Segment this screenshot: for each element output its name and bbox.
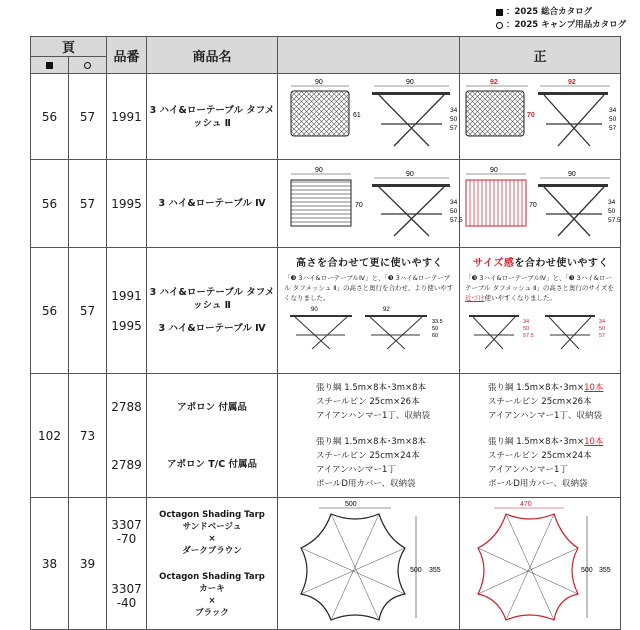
- page-circle: 57: [69, 248, 107, 374]
- correction-table: [30, 36, 621, 630]
- mesh-table-diagram: [279, 74, 459, 156]
- svg-text:34: 34: [449, 107, 457, 114]
- wrong-accessories: 張り綱 1.5m×8本･3m×8本 スチールピン 25cm×26本 アイアンハンマー1丁、収納袋 張り綱 1.5m×8本･3m×8本 スチールピン 25cm×24本 アイアンハンマー1丁 ポールD用カバー、収納袋: [278, 374, 460, 498]
- correct-diagram: [460, 74, 621, 160]
- svg-text:33.5: 33.5: [431, 319, 443, 325]
- slat-table-diagram: [279, 160, 463, 244]
- table-row: [31, 248, 621, 374]
- circle-icon: [84, 62, 91, 69]
- slat-table-diagram-correct: [460, 160, 620, 244]
- svg-text:500: 500: [581, 567, 593, 574]
- mesh-table-diagram-correct: [460, 74, 620, 156]
- page-square: 56: [31, 248, 69, 374]
- product-name: アポロン 付属品 アポロン T/C 付属品: [147, 374, 278, 498]
- svg-text:34: 34: [599, 319, 606, 325]
- pair-table-diagram: [285, 303, 455, 353]
- product-code: 1995: [107, 160, 147, 248]
- header-wrong: [278, 37, 460, 74]
- svg-text:34: 34: [523, 319, 530, 325]
- svg-text:50: 50: [449, 208, 457, 215]
- wrong-diagram: [278, 160, 463, 248]
- svg-text:92: 92: [490, 79, 498, 86]
- correct-tarp-diagram: [460, 498, 621, 630]
- svg-text:50: 50: [599, 326, 606, 332]
- table-row: [31, 374, 621, 498]
- svg-text:50: 50: [609, 116, 617, 123]
- svg-text:355: 355: [428, 567, 441, 574]
- svg-text:500: 500: [344, 501, 357, 508]
- dim-side-width: 90: [405, 79, 414, 86]
- svg-text:57.5: 57.5: [523, 333, 534, 339]
- svg-text:355: 355: [599, 567, 611, 574]
- pair-table-diagram-correct: [465, 303, 617, 353]
- page-circle: 57: [69, 74, 107, 160]
- circle-icon: [496, 22, 503, 29]
- square-icon: [46, 62, 53, 69]
- header-page: 頁: [31, 37, 107, 57]
- svg-text:92: 92: [568, 79, 576, 86]
- wrong-tarp-diagram: [278, 498, 460, 630]
- feature-headline: サイズ感を合わせ使いやすく: [473, 258, 609, 269]
- svg-text:500: 500: [409, 567, 422, 574]
- product-code: 3307 -70 3307 -40: [107, 498, 147, 630]
- svg-text:57: 57: [599, 333, 606, 339]
- table-row: [31, 74, 621, 160]
- svg-text:34: 34: [609, 107, 617, 114]
- header-correct: 正: [460, 37, 621, 74]
- legend: [496, 6, 626, 32]
- product-code: 1991 1995: [107, 248, 147, 374]
- product-name: 3 ハイ&ローテーブル タフメッシュ Ⅱ 3 ハイ&ローテーブル Ⅳ: [147, 248, 278, 374]
- feature-headline: 高さを合わせて更に使いやすく: [296, 258, 444, 269]
- dim-top-width: 90: [314, 79, 323, 86]
- svg-text:70: 70: [529, 202, 537, 209]
- svg-text:60: 60: [431, 333, 438, 339]
- svg-text:70: 70: [527, 112, 535, 119]
- product-code: 2788 2789: [107, 374, 147, 498]
- table-row: [31, 498, 621, 630]
- wrong-diagram: [278, 74, 460, 160]
- product-name: Octagon Shading Tarp サンドベージュ × ダークブラウン Octagon Shading Tarp カーキ × ブラック: [147, 498, 278, 630]
- correct-diagram: [460, 160, 621, 248]
- feature-body: 「❸ 3ハイ&ローテーブルⅣ」と、「❸ 3ハイ&ローテーブル タフメッシュ Ⅱ」の高さと奥行を合わせ、より使いやすくなりました。: [284, 274, 454, 302]
- svg-text:57.5: 57.5: [608, 217, 621, 224]
- svg-text:50: 50: [449, 116, 457, 123]
- header-name: 商品名: [147, 37, 278, 74]
- svg-text:50: 50: [523, 326, 530, 332]
- svg-text:50: 50: [431, 326, 438, 332]
- svg-text:92: 92: [382, 307, 390, 313]
- square-icon: [496, 9, 503, 16]
- product-code: 1991: [107, 74, 147, 160]
- header-circle: [69, 57, 107, 74]
- page-circle: 39: [69, 498, 107, 630]
- octagon-tarp-diagram-correct: [460, 498, 620, 626]
- page-square: 56: [31, 74, 69, 160]
- page-square: 38: [31, 498, 69, 630]
- svg-text:90: 90: [310, 307, 318, 313]
- header-code: 品番: [107, 37, 147, 74]
- svg-text:470: 470: [520, 501, 532, 508]
- correct-feature: [460, 248, 621, 374]
- page-square: 56: [31, 160, 69, 248]
- legend-circle-text: ：2025 キャンプ用品カタログ: [506, 20, 627, 30]
- correct-accessories: 張り綱 1.5m×8本･3m×10本 スチールピン 25cm×26本 アイアンハンマー1丁、収納袋 張り綱 1.5m×8本･3m×10本 スチールピン 25cm×24本 アイアンハンマー1丁 ポールD用カバー、収納袋: [460, 374, 621, 498]
- feature-body: 「❸ 3ハイ&ローテーブルⅣ」と、「❸ 3ハイ&ローテーブル タフメッシュ Ⅱ」の高さと奥行のサイズを近づけ使いやすくなりました。: [465, 274, 614, 302]
- wrong-feature: [278, 248, 460, 374]
- svg-text:90: 90: [314, 167, 323, 174]
- page-square: 102: [31, 374, 69, 498]
- table-row: [31, 160, 621, 248]
- svg-text:90: 90: [490, 167, 498, 174]
- product-name: 3 ハイ&ローテーブル タフメッシュ Ⅱ: [147, 74, 278, 160]
- svg-text:57: 57: [609, 125, 617, 132]
- page-circle: 73: [69, 374, 107, 498]
- svg-text:90: 90: [568, 171, 576, 178]
- page-circle: 57: [69, 160, 107, 248]
- svg-text:50: 50: [608, 208, 616, 215]
- svg-text:34: 34: [449, 199, 457, 206]
- product-name: 3 ハイ&ローテーブル Ⅳ: [147, 160, 278, 248]
- svg-text:70: 70: [354, 202, 363, 209]
- dim-depth: 61: [352, 112, 361, 119]
- svg-text:34: 34: [608, 199, 616, 206]
- header-square: [31, 57, 69, 74]
- octagon-tarp-diagram: [279, 498, 459, 626]
- svg-text:90: 90: [405, 171, 414, 178]
- svg-text:57.5: 57.5: [449, 217, 463, 224]
- svg-text:57: 57: [449, 125, 457, 132]
- legend-square-text: ：2025 総合カタログ: [506, 7, 593, 17]
